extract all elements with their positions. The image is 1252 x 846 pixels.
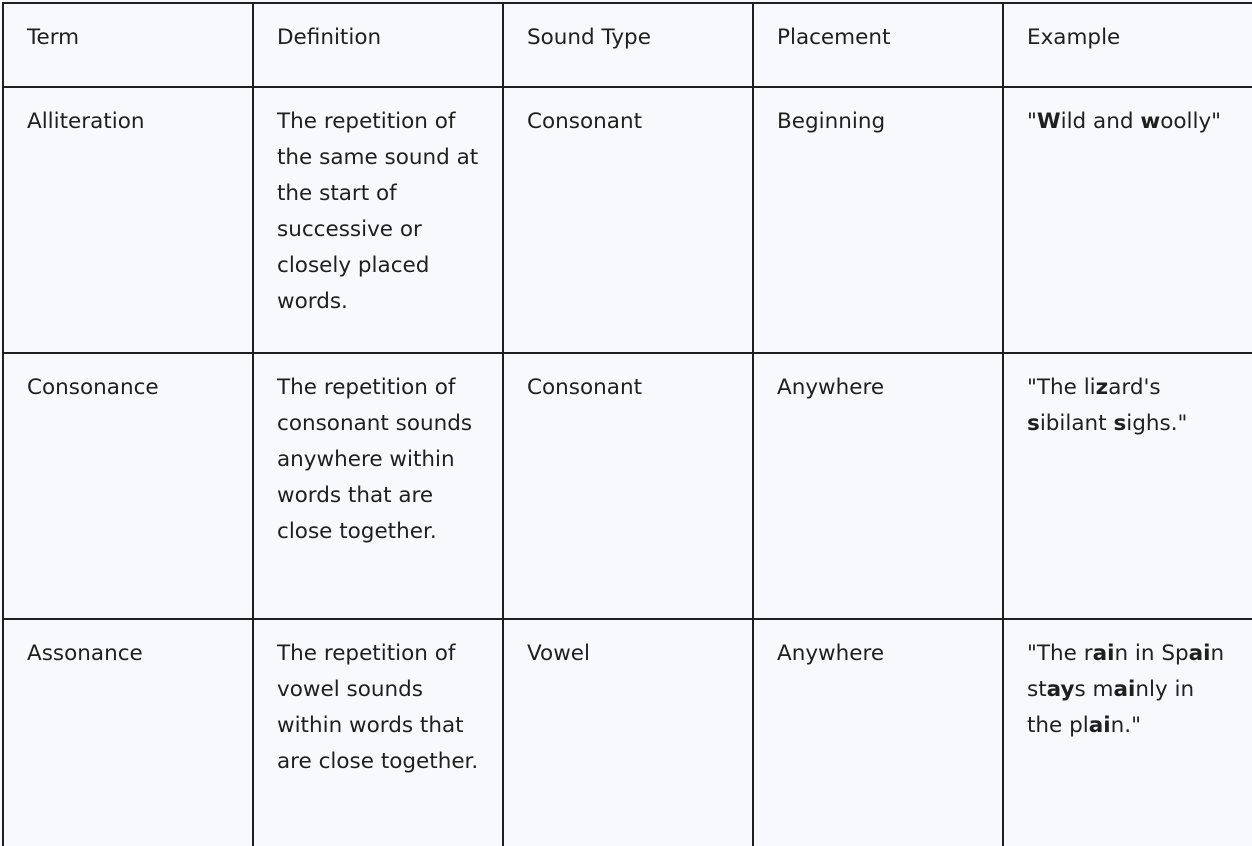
header-term: Term	[3, 3, 253, 87]
example-cell	[1003, 87, 1252, 353]
example-text: n."	[1110, 713, 1141, 738]
example-text: oolly"	[1160, 109, 1222, 134]
example-text: "The li	[1027, 375, 1096, 400]
highlighted-sound: ay	[1046, 677, 1075, 702]
definition-cell: The repetition of consonant sounds anywhere within words that are close together.	[253, 353, 503, 619]
table-body	[3, 87, 1252, 846]
table-header	[3, 3, 1252, 87]
table-row	[3, 353, 1252, 619]
highlighted-sound: w	[1140, 109, 1161, 134]
header-definition: Definition	[253, 3, 503, 87]
term-cell: Consonance	[3, 353, 253, 619]
example-text: ibilant	[1039, 411, 1114, 436]
example-text: "The r	[1027, 641, 1093, 666]
sound-type-cell: Consonant	[503, 353, 753, 619]
placement-cell: Anywhere	[753, 353, 1003, 619]
definition-cell: The repetition of vowel sounds within words that are close together.	[253, 619, 503, 846]
example-text: n st	[1027, 641, 1225, 702]
example-cell	[1003, 353, 1252, 619]
sound-devices-table	[2, 2, 1252, 846]
example-text: s m	[1074, 677, 1114, 702]
sound-type-cell: Vowel	[503, 619, 753, 846]
example-text: "	[1027, 109, 1037, 134]
highlighted-sound: ai	[1092, 641, 1115, 666]
example-text: nly in the pl	[1027, 677, 1195, 738]
header-placement: Placement	[753, 3, 1003, 87]
highlighted-sound: W	[1036, 109, 1061, 134]
highlighted-sound: ai	[1188, 641, 1211, 666]
highlighted-sound: s	[1027, 411, 1040, 436]
header-example: Example	[1003, 3, 1252, 87]
header-row	[3, 3, 1252, 87]
table-row	[3, 87, 1252, 353]
placement-cell: Anywhere	[753, 619, 1003, 846]
example-text: ighs."	[1126, 411, 1188, 436]
example-text: ard's	[1108, 375, 1161, 400]
highlighted-sound: ai	[1088, 713, 1111, 738]
example-cell	[1003, 619, 1252, 846]
header-sound-type: Sound Type	[503, 3, 753, 87]
table-row	[3, 619, 1252, 846]
example-text: n in Sp	[1114, 641, 1189, 666]
highlighted-sound: z	[1095, 375, 1109, 400]
definition-cell: The repetition of the same sound at the start of successive or closely placed words.	[253, 87, 503, 353]
highlighted-sound: ai	[1113, 677, 1136, 702]
placement-cell: Beginning	[753, 87, 1003, 353]
sound-type-cell: Consonant	[503, 87, 753, 353]
term-cell: Assonance	[3, 619, 253, 846]
term-cell: Alliteration	[3, 87, 253, 353]
highlighted-sound: s	[1113, 411, 1127, 436]
example-text: ild and	[1060, 109, 1141, 134]
